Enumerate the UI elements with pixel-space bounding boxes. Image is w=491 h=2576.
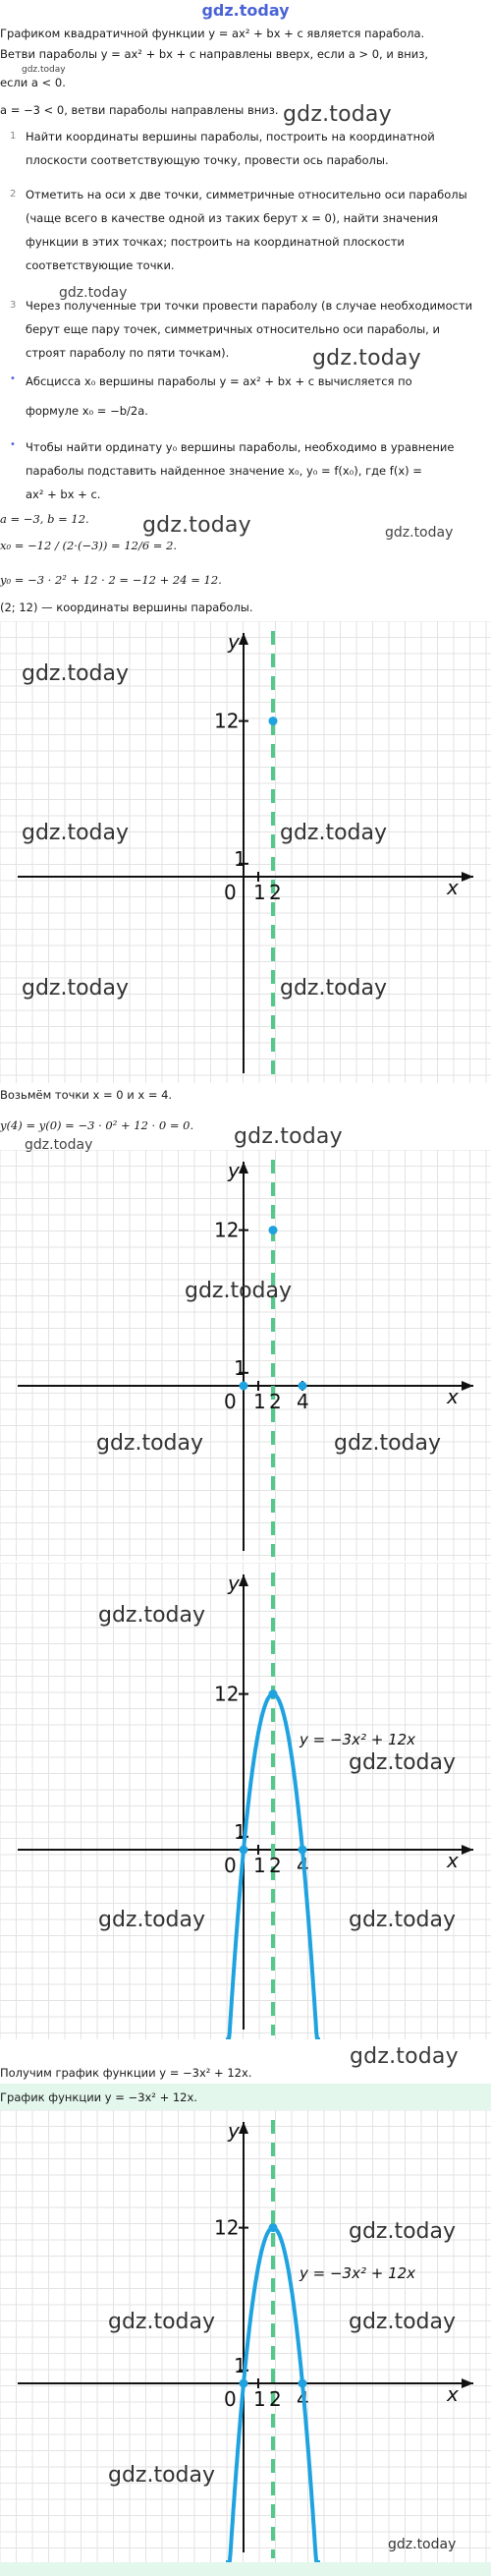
watermark: gdz.today bbox=[142, 513, 251, 538]
x-tick-label-4: 4 bbox=[297, 2387, 309, 2411]
y-axis-label: y bbox=[228, 630, 240, 654]
watermark: gdz.today bbox=[388, 2537, 457, 2552]
point bbox=[269, 1689, 278, 1698]
step-number: 1 bbox=[10, 131, 17, 142]
watermark: gdz.today bbox=[22, 976, 130, 1001]
watermark: gdz.today bbox=[350, 2044, 459, 2069]
point bbox=[299, 1382, 307, 1391]
step-number: 2 bbox=[10, 189, 17, 200]
x-tick-label-2: 2 bbox=[269, 2387, 282, 2411]
y-axis-arrow bbox=[239, 1574, 248, 1586]
origin-label: 0 bbox=[224, 1390, 237, 1413]
point bbox=[240, 2379, 248, 2388]
x-axis-label: x bbox=[447, 2382, 459, 2406]
graph-final bbox=[0, 2110, 491, 2562]
y-axis-arrow bbox=[239, 1162, 248, 1174]
x-tick-label-1: 1 bbox=[253, 881, 266, 904]
watermark-small: gdz.today bbox=[22, 65, 66, 75]
x-axis-arrow bbox=[462, 2378, 473, 2388]
points-y4: y(4) = y(0) = −3 · 0² + 12 · 0 = 0. bbox=[0, 1118, 194, 1132]
watermark: gdz.today bbox=[98, 1908, 206, 1932]
final-title: График функции y = −3x² + 12x. bbox=[0, 2090, 197, 2104]
x-tick-label-1: 1 bbox=[253, 1390, 266, 1413]
y-tick-label-1: 1 bbox=[234, 1819, 246, 1844]
x-tick-label-1: 1 bbox=[253, 1854, 266, 1877]
watermark: gdz.today bbox=[185, 1279, 293, 1303]
watermark: gdz.today bbox=[280, 976, 388, 1001]
x-tick-label-2: 2 bbox=[269, 881, 282, 904]
function-label: y = −3x² + 12x bbox=[300, 1731, 416, 1748]
step-line: функции в этих точках; построить на координатной плоскости bbox=[26, 235, 405, 249]
final-band-bottom bbox=[0, 2562, 491, 2576]
x-tick-label-2: 2 bbox=[269, 1390, 282, 1413]
bullet-marker: • bbox=[10, 373, 16, 384]
function-label: y = −3x² + 12x bbox=[300, 2264, 416, 2282]
y-axis-label: y bbox=[228, 1572, 240, 1595]
watermark: gdz.today bbox=[280, 821, 388, 845]
origin-label: 0 bbox=[224, 881, 237, 904]
calc-y0: y₀ = −3 · 2² + 12 · 2 = −12 + 24 = 12. bbox=[0, 573, 222, 587]
intro-line-3: если a < 0. bbox=[0, 76, 66, 89]
y-tick-label-12: 12 bbox=[214, 1682, 240, 1706]
y-tick-label-12: 12 bbox=[214, 1218, 240, 1242]
step-line: плоскости соответствующую точку, провести ось параболы. bbox=[26, 153, 389, 167]
point bbox=[269, 716, 278, 725]
intro-line-4: a = −3 < 0, ветви параболы направлены вниз. bbox=[0, 103, 279, 117]
x-axis-arrow bbox=[462, 1381, 473, 1391]
y-tick-label-1: 1 bbox=[234, 846, 246, 871]
watermark: gdz.today bbox=[108, 2463, 216, 2488]
point bbox=[299, 2379, 307, 2388]
graph-vertex bbox=[0, 621, 491, 1083]
step-line: Найти координаты вершины параболы, построить на координатной bbox=[26, 130, 435, 143]
x-tick-label-1: 1 bbox=[253, 2387, 266, 2411]
watermark-small: gdz.today bbox=[385, 525, 454, 541]
grid bbox=[0, 2110, 491, 2562]
x-axis-label: x bbox=[447, 1385, 459, 1408]
y-tick-label-12: 12 bbox=[214, 709, 240, 733]
bullet-line: формуле x₀ = −b/2a. bbox=[26, 404, 148, 418]
step-line: соответствующие точки. bbox=[26, 258, 175, 272]
calc-ab: a = −3, b = 12. bbox=[0, 512, 89, 526]
x-tick-label-4: 4 bbox=[297, 1390, 309, 1413]
x-tick-label-2: 2 bbox=[269, 1854, 282, 1877]
x-axis-label: x bbox=[447, 1849, 459, 1872]
y-axis-arrow bbox=[239, 633, 248, 645]
watermark: gdz.today bbox=[349, 1908, 457, 1932]
site-logo[interactable]: gdz.today bbox=[201, 1, 290, 20]
watermark: gdz.today bbox=[312, 346, 421, 371]
intro-line-1: Графиком квадратичной функции y = ax² + bx + c является парабола. bbox=[0, 27, 425, 40]
points-take: Возьмём точки x = 0 и x = 4. bbox=[0, 1088, 173, 1102]
point bbox=[269, 1226, 278, 1234]
step-line: Отметить на оси x две точки, симметричные относительно оси параболы bbox=[26, 188, 467, 201]
watermark: gdz.today bbox=[96, 1431, 204, 1456]
x-axis-label: x bbox=[447, 876, 459, 899]
y-axis-label: y bbox=[228, 2119, 240, 2143]
step-line: (чаще всего в качестве одной из таких берут x = 0), найти значения bbox=[26, 211, 438, 225]
watermark: gdz.today bbox=[22, 821, 130, 845]
bullet-marker: • bbox=[10, 439, 16, 450]
bullet-line: Чтобы найти ординату y₀ вершины параболы, необходимо в уравнение bbox=[26, 440, 455, 454]
grid bbox=[0, 1563, 491, 2039]
calc-vertex: (2; 12) — координаты вершины параболы. bbox=[0, 601, 253, 614]
y-axis-label: y bbox=[228, 1159, 240, 1182]
result-text: Получим график функции y = −3x² + 12x. bbox=[0, 2066, 252, 2080]
watermark: gdz.today bbox=[283, 102, 392, 127]
intro-line-2: Ветви параболы y = ax² + bx + c направлены вверх, если a > 0, и вниз, bbox=[0, 47, 428, 61]
step-line: строят параболу по пяти точкам). bbox=[26, 346, 230, 360]
origin-label: 0 bbox=[224, 2387, 237, 2411]
step-line: берут еще пару точек, симметричных относительно оси параболы, и bbox=[26, 322, 440, 336]
watermark: gdz.today bbox=[98, 1603, 206, 1628]
x-axis-arrow bbox=[462, 1845, 473, 1855]
y-axis-arrow bbox=[239, 2122, 248, 2134]
bullet-line: Абсцисса x₀ вершины параболы y = ax² + bx + c вычисляется по bbox=[26, 374, 412, 388]
graph-parabola bbox=[0, 1563, 491, 2039]
origin-label: 0 bbox=[224, 1854, 237, 1877]
point bbox=[269, 2223, 278, 2232]
watermark: gdz.today bbox=[334, 1431, 442, 1456]
watermark: gdz.today bbox=[349, 2219, 457, 2244]
step-number: 3 bbox=[10, 300, 17, 311]
watermark: gdz.today bbox=[234, 1124, 343, 1149]
point bbox=[299, 1846, 307, 1855]
watermark: gdz.today bbox=[108, 2310, 216, 2334]
graph-points bbox=[0, 1150, 491, 1561]
point bbox=[240, 1846, 248, 1855]
watermark: gdz.today bbox=[349, 1750, 457, 1775]
step-line: Через полученные три точки провести параболу (в случае необходимости bbox=[26, 299, 473, 313]
y-tick-label-1: 1 bbox=[234, 2353, 246, 2377]
bullet-line: ax² + bx + c. bbox=[26, 487, 101, 501]
calc-x0: x₀ = −12 / (2·(−3)) = 12/6 = 2. bbox=[0, 539, 178, 552]
watermark: gdz.today bbox=[22, 661, 130, 686]
point bbox=[240, 1382, 248, 1391]
watermark: gdz.today bbox=[349, 2310, 457, 2334]
x-tick-label-4: 4 bbox=[297, 1854, 309, 1877]
bullet-line: параболы подставить найденное значение x₀, y₀ = f(x₀), где f(x) = bbox=[26, 464, 422, 478]
y-tick-label-1: 1 bbox=[234, 1355, 246, 1380]
watermark-small: gdz.today bbox=[25, 1137, 93, 1153]
y-tick-label-12: 12 bbox=[214, 2215, 240, 2240]
watermark-small: gdz.today bbox=[59, 285, 128, 301]
